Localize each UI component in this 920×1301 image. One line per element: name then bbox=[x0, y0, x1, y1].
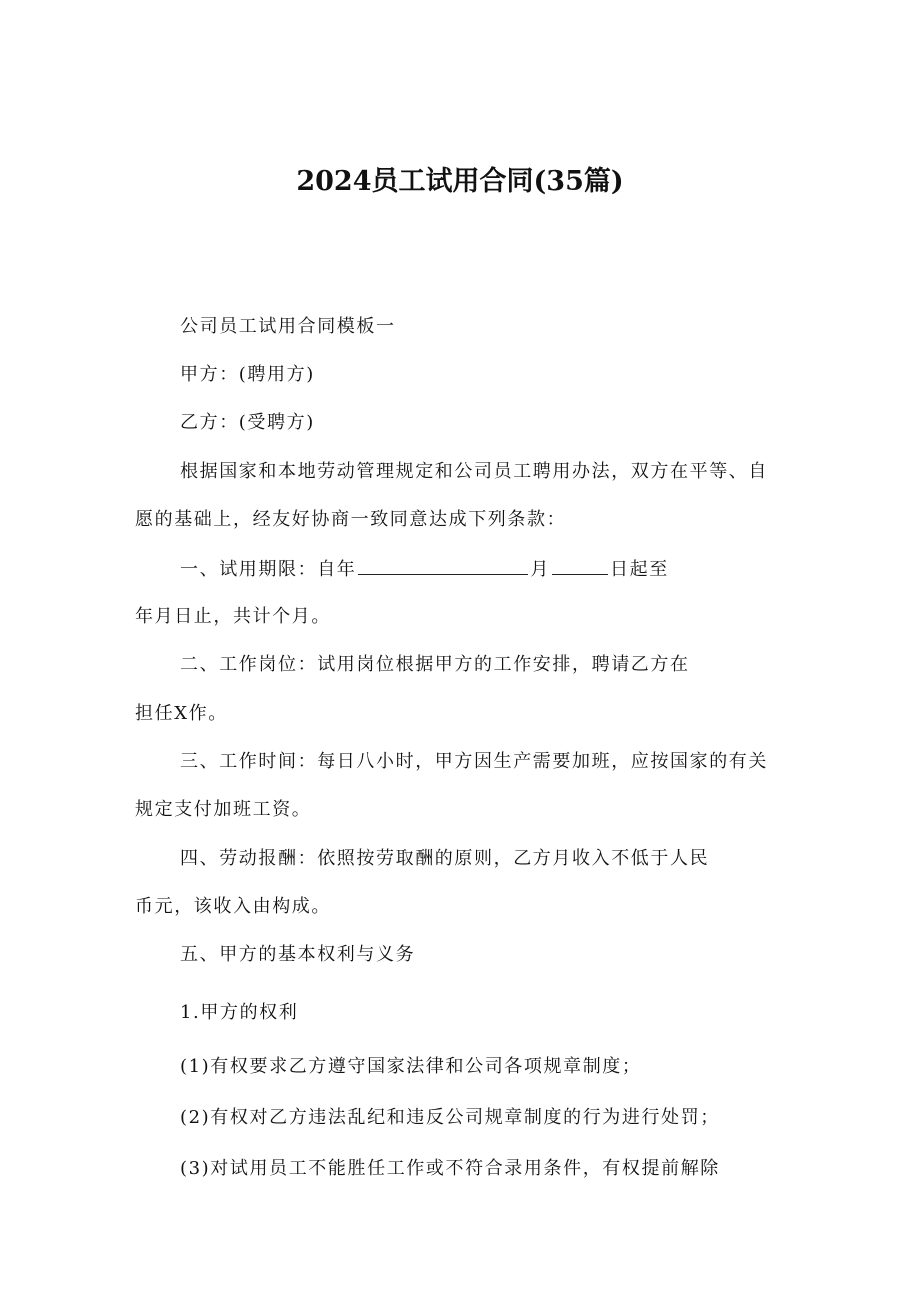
right-item-3: (3)对试用员工不能胜任工作或不符合录用条件，有权提前解除 bbox=[180, 1158, 720, 1179]
right-item-2: (2)有权对乙方违法乱纪和违反公司规章制度的行为进行处罚； bbox=[180, 1107, 720, 1128]
clause-2-line-2: 担任X作。 bbox=[135, 703, 228, 724]
clause-5-heading: 五、甲方的基本权利与义务 bbox=[180, 944, 416, 965]
clause-1-prefix: 一、试用期限：自年 bbox=[180, 559, 357, 580]
clause-1-month-label: 月 bbox=[530, 559, 551, 580]
clause-1-line-1 bbox=[180, 556, 669, 583]
clause-4-line-2: 币元，该收入由构成。 bbox=[135, 896, 331, 917]
preamble-line-2: 愿的基础上，经友好协商一致同意达成下列条款： bbox=[135, 509, 567, 530]
document-title: 2024员工试用合同(35篇) bbox=[296, 166, 624, 197]
clause-4-line-1: 四、劳动报酬：依照按劳取酬的原则，乙方月收入不低于人民 bbox=[180, 848, 710, 869]
preamble-line-1: 根据国家和本地劳动管理规定和公司员工聘用办法，双方在平等、自 bbox=[180, 461, 768, 482]
right-item-1: (1)有权要求乙方遵守国家法律和公司各项规章制度； bbox=[180, 1056, 642, 1077]
template-heading: 公司员工试用合同模板一 bbox=[180, 316, 396, 337]
party-a-rights-heading: 1.甲方的权利 bbox=[180, 1002, 299, 1023]
clause-1-day-label: 日起至 bbox=[610, 559, 669, 580]
party-a-line: 甲方：(聘用方) bbox=[180, 364, 315, 385]
clause-3-line-1: 三、工作时间：每日八小时，甲方因生产需要加班，应按国家的有关 bbox=[180, 751, 768, 772]
clause-3-line-2: 规定支付加班工资。 bbox=[135, 799, 312, 820]
blank-line bbox=[552, 556, 608, 575]
blank-line bbox=[358, 556, 528, 575]
clause-2-line-1: 二、工作岗位：试用岗位根据甲方的工作安排，聘请乙方在 bbox=[180, 654, 690, 675]
clause-1-line-2: 年月日止，共计个月。 bbox=[135, 606, 331, 627]
party-b-line: 乙方：(受聘方) bbox=[180, 412, 315, 433]
